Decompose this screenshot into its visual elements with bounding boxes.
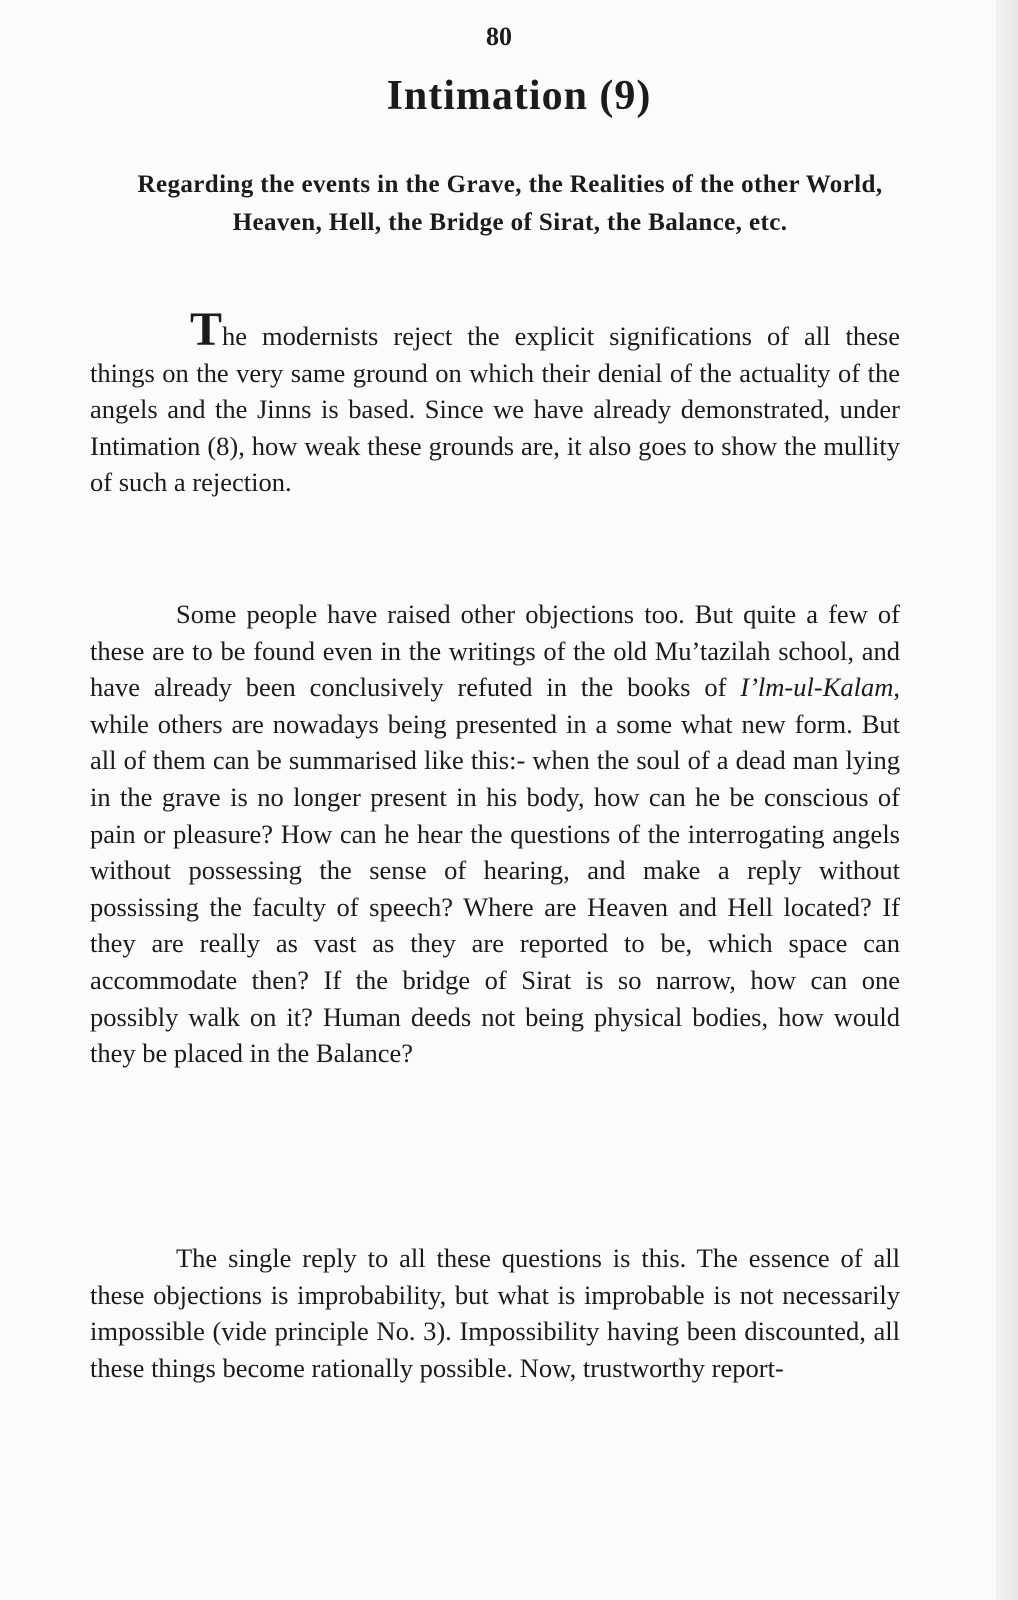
paragraph-1 xyxy=(90,303,900,501)
chapter-title: Intimation (9) xyxy=(386,73,652,119)
paragraph-2 xyxy=(90,596,900,1072)
page-edge-shadow xyxy=(996,0,1018,1600)
paragraph-2-italic-term: I’lm-ul-Kalam xyxy=(740,672,894,703)
paragraph-2-text-end: , while others are nowadays being presented in a some what new form. But all of them can be summarised like this:- when the soul of a dead man lying in the grave is no longer present in his body, how can he be conscious of pain or pleasure? How can he hear the questions of the interrogating angels without possessing the sense of hearing, and make a reply without possissing the faculty of speech? Where are Heaven and Hell located? If they are really as vast as they are reported to be, which space can accommodate then? If the bridge of Sirat is so narrow, how can one possibly walk on it? Human deeds not being physical bodies, how would they be placed in the Balance? xyxy=(90,672,900,1069)
chapter-subtitle: Regarding the events in the Grave, the Realities of the other World, Heaven, Hell, the Bridge of Sirat, the Balance, etc. xyxy=(137,171,883,236)
drop-cap-letter: T xyxy=(190,303,223,356)
paragraph-3: The single reply to all these questions is this. The essence of all these objections is improbability, but what is improbable is not necessarily impossible (vide principle No. 3). Impossibility having been discounted, all these things become rationally possible. Now, trustworthy report- xyxy=(90,1243,900,1383)
page-number: 80 xyxy=(486,22,512,51)
paragraph-1-text: he modernists reject the explicit significations of all these things on the very same ground on which their denial of the actuality of the angels and the Jinns is based. Since we have already demonstrated, under Intimation (8), how weak these grounds are, it also goes to show the mullity of such a rejection. xyxy=(90,321,900,498)
paragraph-2-text-start: Some people have raised other objections too. But quite a few of these are to be found even in the writings of the old Mu’tazilah school, and have already been conclusively refuted in the books of xyxy=(90,599,900,703)
